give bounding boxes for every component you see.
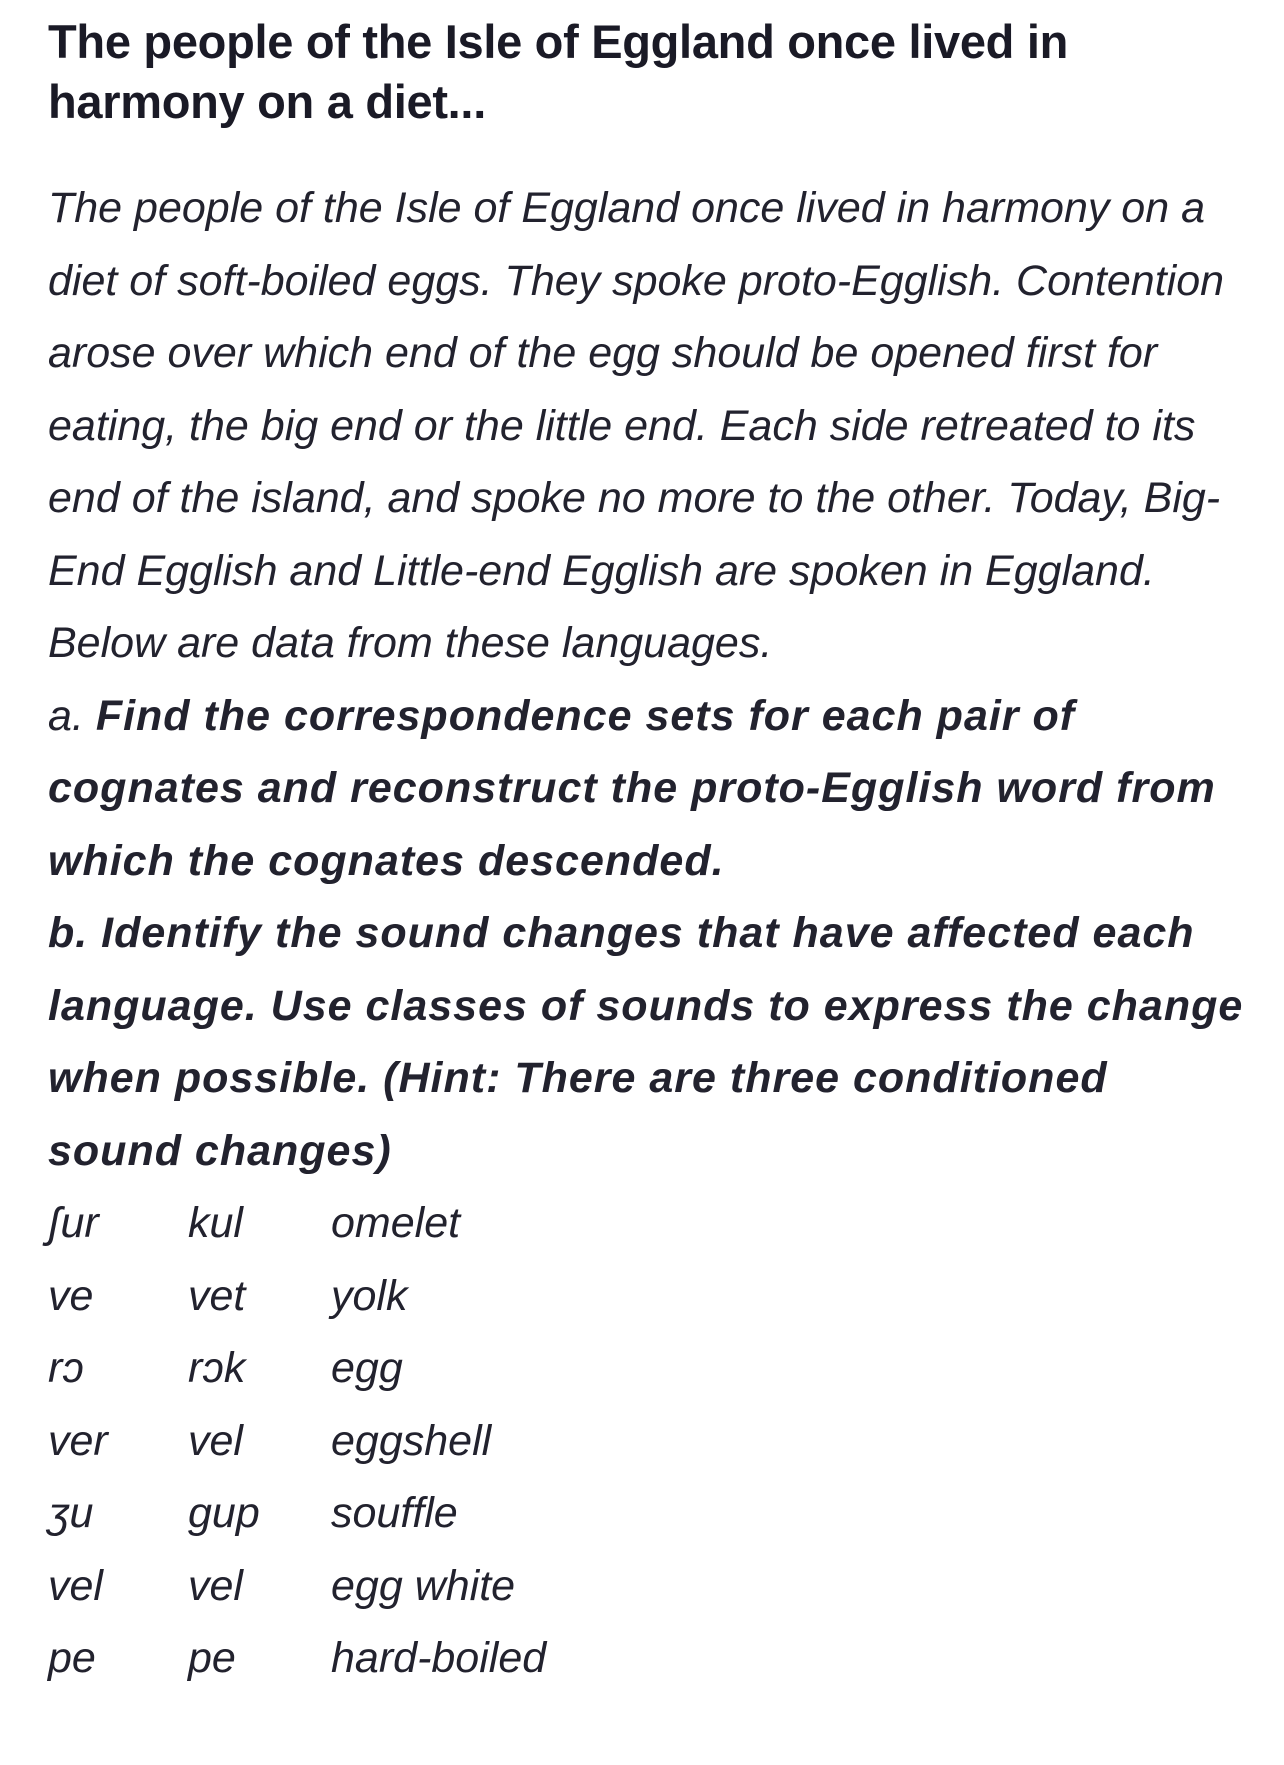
little-end-word: kul — [188, 1199, 243, 1247]
intro-paragraph: The people of the Isle of Eggland once lived in harmony on a diet of soft-boiled eggs. They spoke proto-Egglish. Contention arose over which end of the egg should be opened first for eating, the big end or the little end. Each side retreated to its end of the island, and spoke no more to the other. Today, Big-End Egglish and Little-end Egglish are spoken in Eggland. Below are data from these languages. — [48, 184, 1225, 667]
cognate-data-table — [48, 1187, 731, 1695]
problem-body — [48, 172, 1248, 1695]
table-row — [48, 1187, 731, 1260]
document-page — [48, 0, 1248, 1695]
table-row — [48, 1260, 731, 1333]
gloss: souffle — [331, 1489, 458, 1537]
little-end-word: vel — [188, 1561, 243, 1610]
question-a — [48, 680, 1248, 898]
gloss: hard-boiled — [331, 1634, 547, 1682]
question-b: b. Identify the sound changes that have affected each language. Use classes of sounds to express the change when possible. (Hint: There are three conditioned sound changes) — [48, 909, 1244, 1175]
little-end-word: rɔk — [188, 1344, 246, 1392]
big-end-word: ʃur — [48, 1199, 99, 1247]
table-row — [48, 1622, 731, 1695]
big-end-word: ve — [48, 1271, 94, 1320]
table-row — [48, 1550, 731, 1623]
little-end-word: vel — [188, 1416, 243, 1465]
gloss: omelet — [331, 1199, 461, 1247]
gloss: egg white — [331, 1561, 516, 1610]
page-title: The people of the Isle of Eggland once lived in harmony on a diet... — [48, 15, 1069, 128]
big-end-word: ver — [48, 1416, 108, 1465]
little-end-word: gup — [188, 1489, 260, 1537]
question-a-text: Find the correspondence sets for each pair of cognates and reconstruct the proto-Egglish word from which the cognates descended. — [48, 691, 1216, 885]
question-a-prefix: a. — [48, 691, 96, 740]
big-end-word: ʒu — [48, 1489, 94, 1537]
gloss: egg — [331, 1344, 403, 1392]
big-end-word: rɔ — [48, 1344, 84, 1392]
gloss: yolk — [331, 1271, 408, 1320]
table-row — [48, 1332, 731, 1405]
gloss: eggshell — [331, 1416, 492, 1465]
little-end-word: pe — [188, 1634, 236, 1682]
big-end-word: vel — [48, 1561, 103, 1610]
table-row — [48, 1477, 731, 1550]
little-end-word: vet — [188, 1271, 246, 1320]
table-row — [48, 1405, 731, 1478]
big-end-word: pe — [48, 1634, 96, 1682]
